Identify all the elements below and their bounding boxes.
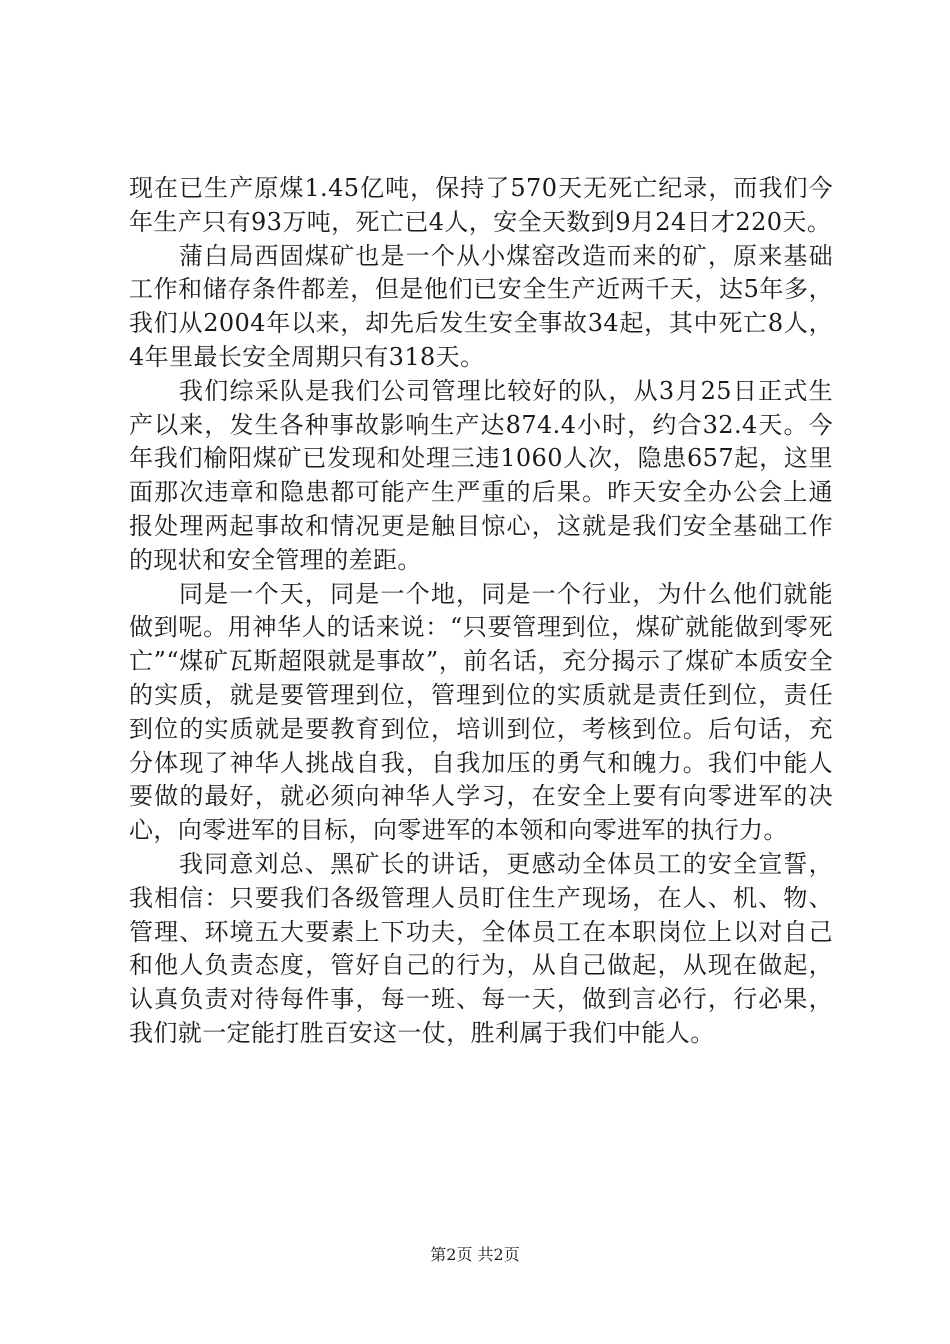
paragraph-4: 同是一个天，同是一个地，同是一个行业，为什么他们就能做到呢。用神华人的话来说：“只要管理到位，煤矿就能做到零死亡”“煤矿瓦斯超限就是事故”，前名话，充分揭示了煤矿本质安全的实质，就是要管理到位，管理到位的实质就是责任到位，责任到位的实质就是要教育到位，培训到位，考核到位。后句话，充分体现了神华人挑战自我，自我加压的勇气和魄力。我们中能人要做的最好，就必须向神华人学习，在安全上要有向零进军的决心，向零进军的目标，向零进军的本领和向零进军的执行力。	[129, 579, 833, 845]
document-body	[129, 172, 833, 1051]
paragraph-2: 蒲白局西固煤矿也是一个从小煤窑改造而来的矿，原来基础工作和储存条件都差，但是他们已安全生产近两千天，达5年多，我们从2004年以来，却先后发生安全事故34起，其中死亡8人，4年里最长安全周期只有318天。	[129, 241, 833, 371]
paragraph-1: 现在已生产原煤1.45亿吨，保持了570天无死亡纪录，而我们今年生产只有93万吨，死亡已4人，安全天数到9月24日才220天。	[129, 174, 833, 236]
paragraph-5: 我同意刘总、黑矿长的讲话，更感动全体员工的安全宣誓，我相信：只要我们各级管理人员盯住生产现场，在人、机、物、管理、环境五大要素上下功夫，全体员工在本职岗位上以对自己和他人负责态度，管好自己的行为，从自己做起，从现在做起，认真负责对待每件事，每一班、每一天，做到言必行，行必果，我们就一定能打胜百安这一仗，胜利属于我们中能人。	[129, 849, 833, 1047]
page-number-footer: 第2页 共2页	[430, 1245, 520, 1264]
paragraph-3: 我们综采队是我们公司管理比较好的队，从3月25日正式生产以来，发生各种事故影响生产达874.4小时，约合32.4天。今年我们榆阳煤矿已发现和处理三违1060人次，隐患657起，这里面那次违章和隐患都可能产生严重的后果。昨天安全办公会上通报处理两起事故和情况更是触目惊心，这就是我们安全基础工作的现状和安全管理的差距。	[129, 376, 833, 574]
